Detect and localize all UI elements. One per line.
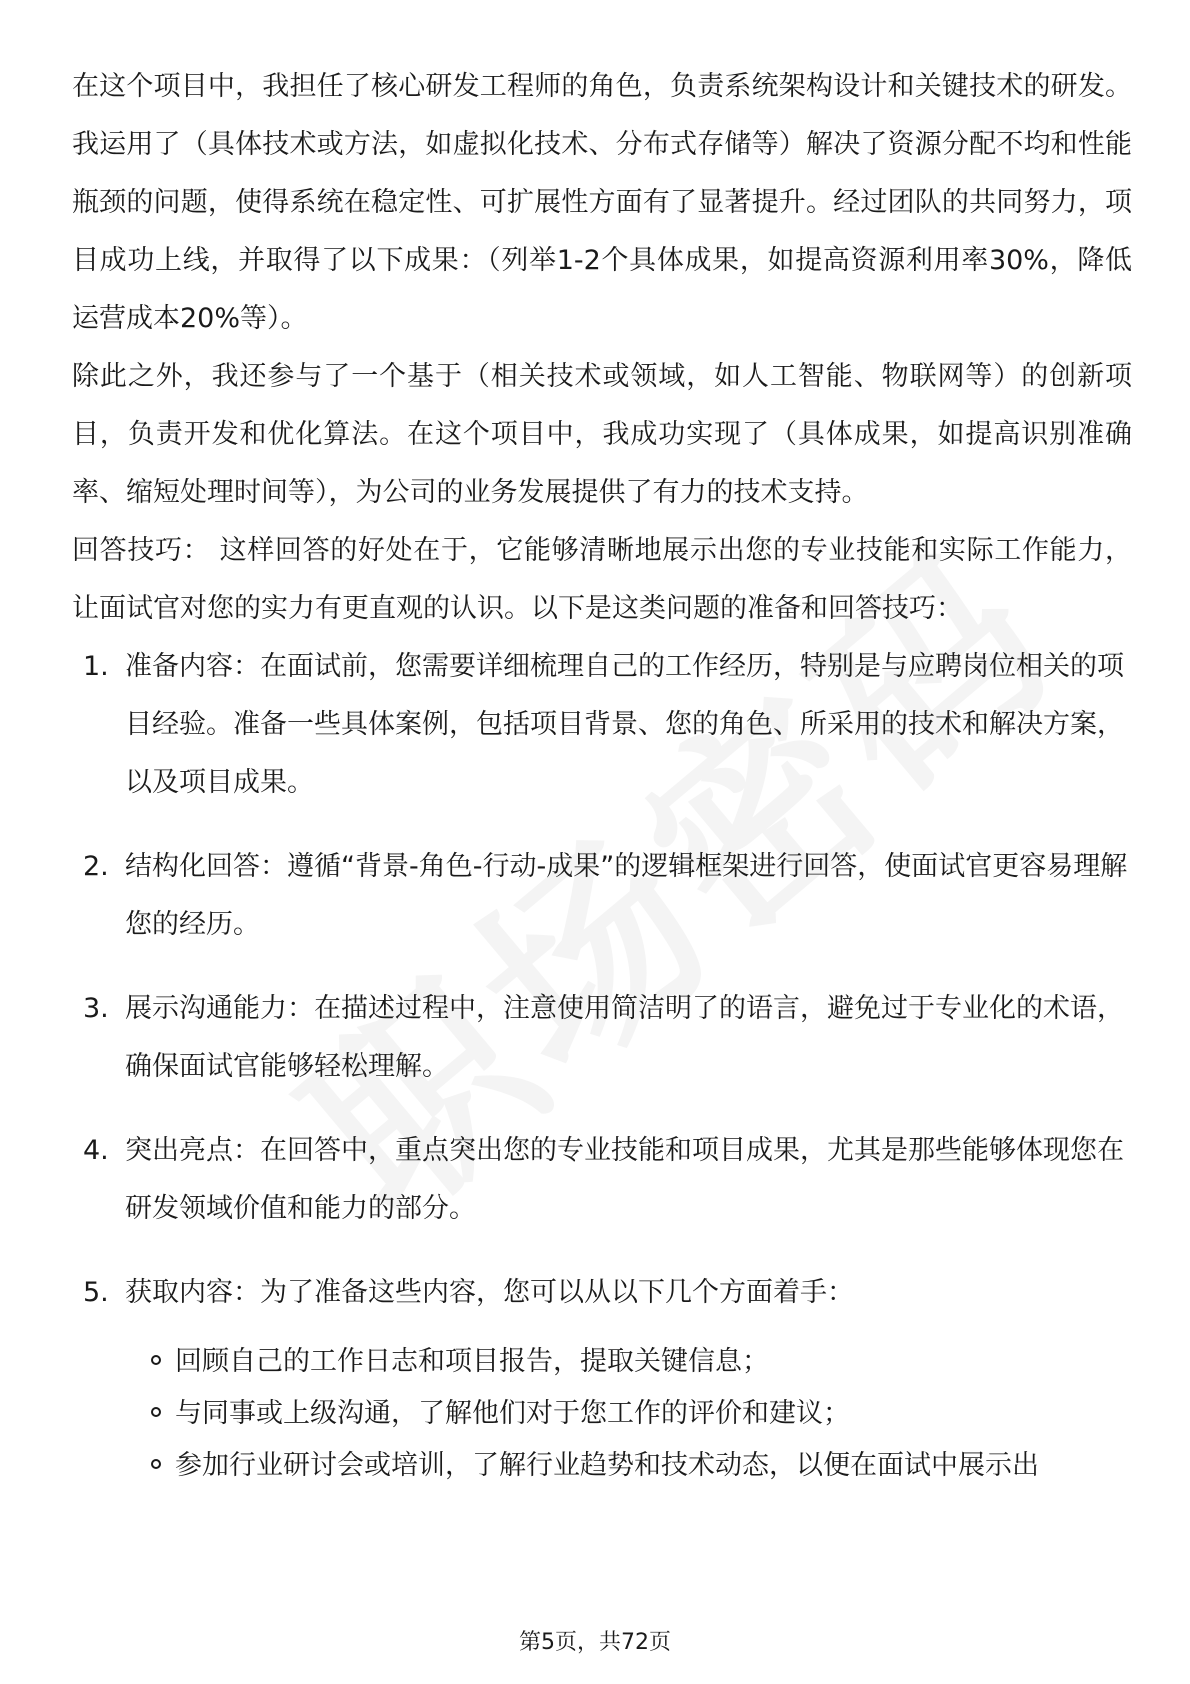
list-item-text: 展示沟通能力：在描述过程中，注意使用简洁明了的语言，避免过于专业化的术语，确保面试官能够轻松理解。 <box>125 993 1124 1082</box>
list-item <box>72 1122 1132 1238</box>
circle-bullet-icon <box>151 1355 161 1365</box>
sub-list-item <box>125 1336 1132 1388</box>
paragraph-innovation-project: 除此之外，我还参与了一个基于（相关技术或领域，如人工智能、物联网等）的创新项目，负责开发和优化算法。在这个项目中，我成功实现了（具体成果，如提高识别准确率、缩短处理时间等），为公司的业务发展提供了有力的技术支持。 <box>72 361 1132 508</box>
list-item-number: 3. <box>83 993 109 1024</box>
paragraph-answer-tips: 回答技巧： 这样回答的好处在于，它能够清晰地展示出您的专业技能和实际工作能力，让面试官对您的实力有更直观的认识。以下是这类问题的准备和回答技巧： <box>72 535 1132 624</box>
sub-list-item <box>125 1388 1132 1440</box>
list-item-text: 结构化回答：遵循“背景-角色-行动-成果”的逻辑框架进行回答，使面试官更容易理解您的经历。 <box>125 851 1128 940</box>
tips-list <box>72 638 1132 1492</box>
list-item-text: 突出亮点：在回答中，重点突出您的专业技能和项目成果，尤其是那些能够体现您在研发领域价值和能力的部分。 <box>125 1135 1124 1224</box>
sub-list-item-text: 回顾自己的工作日志和项目报告，提取关键信息； <box>175 1346 769 1377</box>
list-item-number: 5. <box>83 1277 109 1308</box>
sub-list-item-text: 参加行业研讨会或培训，了解行业趋势和技术动态，以便在面试中展示出 <box>175 1450 1039 1481</box>
paragraph-project-role: 在这个项目中，我担任了核心研发工程师的角色，负责系统架构设计和关键技术的研发。我运用了（具体技术或方法，如虚拟化技术、分布式存储等）解决了资源分配不均和性能瓶颈的问题，使得系统在稳定性、可扩展性方面有了显著提升。经过团队的共同努力，项目成功上线，并取得了以下成果：（列举1-2个具体成果，如提高资源利用率30%，降低运营成本20%等）。 <box>72 71 1132 334</box>
page-number-footer: 第5页，共72页 <box>519 1630 671 1655</box>
list-item-number: 4. <box>83 1135 109 1166</box>
list-item-text: 获取内容：为了准备这些内容，您可以从以下几个方面着手： <box>125 1277 854 1308</box>
circle-bullet-icon <box>151 1407 161 1417</box>
sub-list-item-text: 与同事或上级沟通，了解他们对于您工作的评价和建议； <box>175 1398 850 1429</box>
list-item <box>72 638 1132 812</box>
sub-list-item <box>125 1440 1132 1492</box>
list-item-number: 2. <box>83 851 109 882</box>
page-content <box>72 58 1132 1518</box>
circle-bullet-icon <box>151 1459 161 1469</box>
list-item <box>72 980 1132 1096</box>
list-item <box>72 838 1132 954</box>
list-item-text: 准备内容：在面试前，您需要详细梳理自己的工作经历，特别是与应聘岗位相关的项目经验。准备一些具体案例，包括项目背景、您的角色、所采用的技术和解决方案，以及项目成果。 <box>125 651 1124 798</box>
list-item-number: 1. <box>83 651 109 682</box>
sub-list <box>125 1336 1132 1492</box>
list-item <box>72 1264 1132 1492</box>
